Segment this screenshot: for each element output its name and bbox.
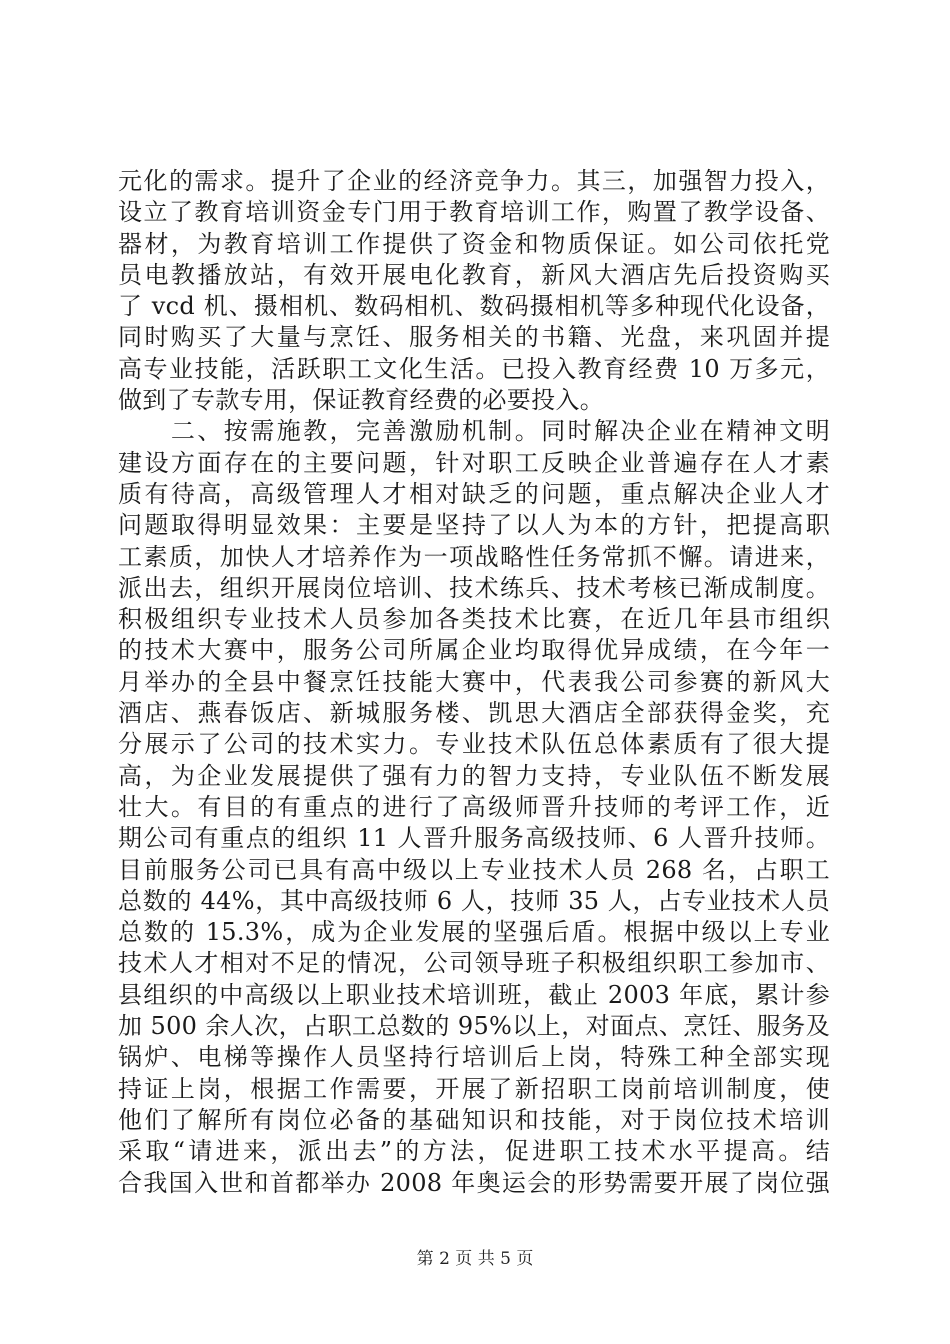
- text-line: 月举办的全县中餐烹饪技能大赛中，代表我公司参赛的新风大: [118, 667, 830, 696]
- body-text: [118, 166, 830, 1199]
- text-line: 总数的 15.3%，成为企业发展的坚强后盾。根据中级以上专业: [118, 918, 830, 947]
- text-line: 员电教播放站，有效开展电化教育，新风大酒店先后投资购买: [118, 260, 830, 289]
- text-line: 二、按需施教，完善激励机制。同时解决企业在精神文明: [118, 417, 830, 446]
- page-number-footer: 第 2 页 共 5 页: [416, 1249, 534, 1269]
- text-line: 的技术大赛中，服务公司所属企业均取得优异成绩，在今年一: [118, 636, 830, 665]
- text-line: 持证上岗，根据工作需要，开展了新招职工岗前培训制度，使: [118, 1074, 830, 1103]
- text-line: 总数的 44%，其中高级技师 6 人，技师 35 人，占专业技术人员: [118, 886, 830, 915]
- text-line: 技术人才相对不足的情况，公司领导班子积极组织职工参加市、: [118, 949, 830, 978]
- text-line: 县组织的中高级以上职业技术培训班，截止 2003 年底，累计参: [118, 980, 830, 1009]
- text-line: 器材，为教育培训工作提供了资金和物质保证。如公司依托党: [118, 229, 830, 258]
- text-line: 积极组织专业技术人员参加各类技术比赛，在近几年县市组织: [118, 605, 830, 634]
- text-line: 目前服务公司已具有高中级以上专业技术人员 268 名，占职工: [118, 855, 830, 884]
- text-line: 做到了专款专用，保证教育经费的必要投入。: [118, 386, 604, 415]
- text-line: 加 500 余人次，占职工总数的 95%以上，对面点、烹饪、服务及: [118, 1012, 830, 1041]
- text-line: 质有待高，高级管理人才相对缺乏的问题，重点解决企业人才: [118, 479, 830, 508]
- text-line: 高，为企业发展提供了强有力的智力支持，专业队伍不断发展: [118, 761, 830, 790]
- text-line: 分展示了公司的技术实力。专业技术队伍总体素质有了很大提: [118, 730, 830, 759]
- text-line: 工素质，加快人才培养作为一项战略性任务常抓不懈。请进来，: [118, 542, 830, 571]
- text-line: 采取“请进来，派出去”的方法，促进职工技术水平提高。结: [118, 1137, 830, 1166]
- text-line: 合我国入世和首都举办 2008 年奥运会的形势需要开展了岗位强: [118, 1168, 830, 1197]
- text-line: 建设方面存在的主要问题，针对职工反映企业普遍存在人才素: [118, 448, 830, 477]
- text-line: 了 vcd 机、摄相机、数码相机、数码摄相机等多种现代化设备，: [118, 292, 830, 321]
- text-line: 同时购买了大量与烹饪、服务相关的书籍、光盘，来巩固并提: [118, 323, 830, 352]
- text-line: 设立了教育培训资金专门用于教育培训工作，购置了教学设备、: [118, 198, 830, 227]
- text-line: 期公司有重点的组织 11 人晋升服务高级技师、6 人晋升技师。: [118, 824, 830, 853]
- text-line: 壮大。有目的有重点的进行了高级师晋升技师的考评工作，近: [118, 792, 830, 821]
- text-line: 他们了解所有岗位必备的基础知识和技能，对于岗位技术培训: [118, 1105, 830, 1134]
- text-line: 问题取得明显效果：主要是坚持了以人为本的方针，把提高职: [118, 511, 830, 540]
- text-line: 酒店、燕春饭店、新城服务楼、凯思大酒店全部获得金奖，充: [118, 699, 830, 728]
- text-line: 元化的需求。提升了企业的经济竞争力。其三，加强智力投入，: [118, 167, 830, 195]
- text-line: 派出去，组织开展岗位培训、技术练兵、技术考核已渐成制度。: [118, 573, 830, 602]
- text-line: 锅炉、电梯等操作人员坚持行培训后上岗，特殊工种全部实现: [118, 1043, 830, 1072]
- text-line: 高专业技能，活跃职工文化生活。已投入教育经费 10 万多元，: [118, 354, 830, 383]
